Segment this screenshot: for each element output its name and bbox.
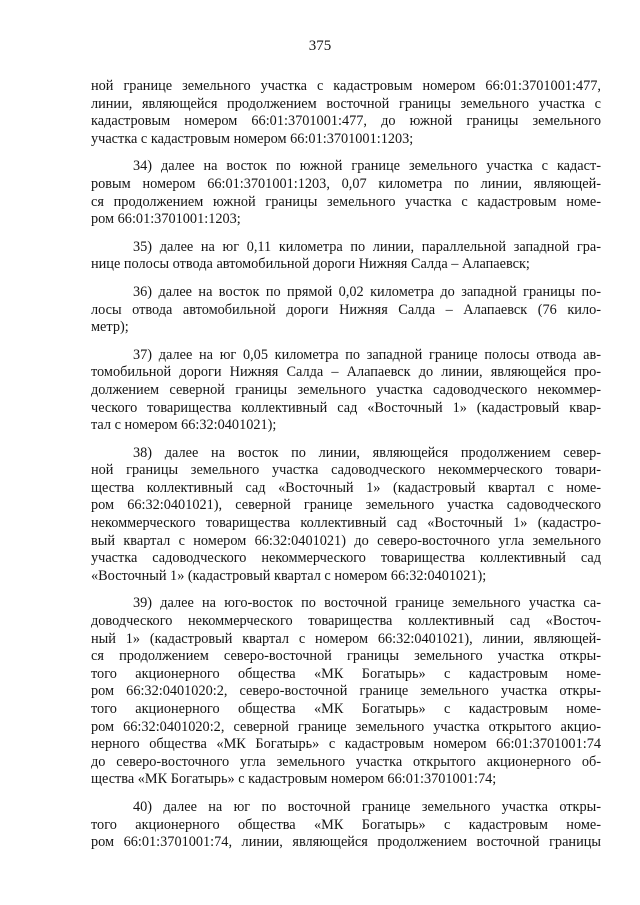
paragraph (91, 239, 601, 274)
text-line: ческого товарищества коллективный сад «Восточный 1» (кадастровый квар- (91, 399, 601, 416)
page-number: 375 (308, 38, 332, 54)
text-line: вый квартал с номером 66:32:0401021) до северо-восточного угла земельного (91, 532, 601, 549)
text-line: ром 66:01:3701001:74, линии, являющейся продолжением восточной границы (91, 834, 601, 851)
text-line: участка садоводческого некоммерческого товарищества коллективный сад (91, 550, 601, 567)
text-line: того акционерного общества «МК Богатырь» с кадастровым номе- (91, 665, 601, 682)
document-body (91, 78, 601, 862)
paragraph (91, 799, 601, 852)
text-line: ром 66:32:0401020:2, северо-восточной границе земельного участка откры- (91, 683, 601, 700)
text-line: 38) далее на восток по линии, являющейся продолжением север- (133, 444, 601, 461)
text-line: «Восточный 1» (кадастровый квартал с номером 66:32:0401021); (91, 567, 487, 584)
text-line: 37) далее на юг 0,05 километра по западной границе полосы отвода ав- (133, 346, 601, 363)
text-line: щества коллективный сад «Восточный 1» (кадастровый квартал с номе- (91, 479, 601, 496)
text-line: ся продолжением северо-восточной границы земельного участка откры- (91, 648, 601, 665)
text-line: 35) далее на юг 0,11 километра по линии, параллельной западной гра- (133, 238, 601, 255)
text-line: кадастровым номером 66:01:3701001:477, до южной границы земельного (91, 113, 601, 130)
paragraph (91, 78, 601, 148)
paragraph (91, 347, 601, 435)
text-line: до северо-восточного угла земельного участка открытого акционерного об- (91, 753, 601, 770)
text-line: нице полосы отвода автомобильной дороги Нижняя Салда – Алапаевск; (91, 256, 530, 273)
text-line: томобильной дороги Нижняя Салда – Алапаевск до линии, являющейся про- (91, 364, 601, 381)
text-line: тал с номером 66:32:0401021); (91, 417, 277, 434)
text-line: ром 66:01:3701001:1203; (91, 211, 241, 228)
text-line: ный 1» (кадастровый квартал с номером 66:32:0401021), линии, являющей- (91, 630, 601, 647)
text-line: должением северной границы земельного участка садоводческого некоммер- (91, 381, 601, 398)
text-line: ром 66:32:0401021), северной границе земельного участка садоводческого (91, 497, 601, 514)
text-line: метр); (91, 319, 129, 336)
paragraph (91, 158, 601, 228)
text-line: 40) далее на юг по восточной границе земельного участка откры- (133, 798, 601, 815)
text-line: ной границе земельного участка с кадастровым номером 66:01:3701001:477, (91, 78, 601, 94)
text-line: ровым номером 66:01:3701001:1203, 0,07 километра по линии, являющей- (91, 175, 601, 192)
text-line: щества «МК Богатырь» с кадастровым номером 66:01:3701001:74; (91, 771, 497, 788)
text-line: лосы отвода автомобильной дороги Нижняя Салда – Алапаевск (76 кило- (91, 301, 601, 318)
text-line: того акционерного общества «МК Богатырь» с кадастровым номе- (91, 816, 601, 833)
paragraph (91, 284, 601, 337)
paragraph (91, 445, 601, 586)
text-line: 39) далее на юго-восток по восточной границе земельного участка са- (133, 595, 601, 612)
text-line: некоммерческого товарищества коллективный сад «Восточный 1» (кадастро- (91, 515, 601, 532)
text-line: 34) далее на восток по южной границе земельного участка с кадаст- (133, 158, 601, 175)
text-line: доводческого некоммерческого товарищества коллективный сад «Восточ- (91, 613, 601, 630)
text-line: ся продолжением южной границы земельного участка с кадастровым номе- (91, 193, 601, 210)
text-line: участка с кадастровым номером 66:01:3701001:1203; (91, 130, 414, 147)
text-line: того акционерного общества «МК Богатырь» с кадастровым номе- (91, 701, 601, 717)
text-line: нерного общества «МК Богатырь» с кадастровым номером 66:01:3701001:74 (91, 736, 601, 753)
text-line: ной границы земельного участка садоводческого некоммерческого товари- (91, 462, 601, 479)
paragraph (91, 595, 601, 789)
text-line: линии, являющейся продолжением восточной границы земельного участка с (91, 95, 601, 112)
text-line: 36) далее на восток по прямой 0,02 километра до западной границы по- (133, 283, 601, 300)
text-line: ром 66:32:0401020:2, северной границе земельного участка открытого акцио- (91, 718, 601, 735)
